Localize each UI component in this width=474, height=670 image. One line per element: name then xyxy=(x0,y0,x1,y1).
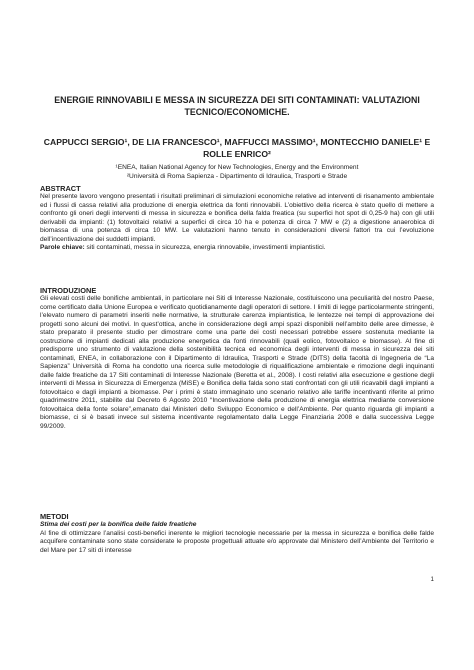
abstract-heading: ABSTRACT xyxy=(40,184,81,193)
introduction-heading: INTRODUZIONE xyxy=(40,286,97,295)
author-list: CAPPUCCI SERGIO¹, DE LIA FRANCESCO¹, MAFFUCCI MASSIMO¹, MONTECCHIO DANIELE¹ E ROLLE ENRICO² xyxy=(43,137,431,159)
keywords xyxy=(40,244,434,253)
introduction-section xyxy=(40,286,434,431)
methods-text: Al fine di ottimizzare l’analisi costi-benefici inerente le migliori tecnologie necessarie per la messa in sicurezza e bonifica delle falde acquifere contaminate sono state considerate le proposte progettuali attuate e/o approvate dal Ministero dell’Ambiente del Territorio e del Mare per 17 siti di interesse xyxy=(40,529,434,554)
abstract-section xyxy=(40,184,434,253)
methods-heading: METODI xyxy=(40,512,69,521)
affiliation-1: ¹ENEA, Italian National Agency for New Technologies, Energy and the Environment xyxy=(115,164,359,171)
methods-subheading: Stima dei costi per la bonifica delle falde freatiche xyxy=(40,521,197,528)
abstract-text: Nel presente lavoro vengono presentati i risultati preliminari di simulazioni economiche relative ad interventi di risanamento ambientale ed i flussi di cassa relativi alla produzione di energia elettrica da fonti rinnovabili. L’obiettivo della ricerca è stato quello di mettere a confronto gli oneri degli interventi di messa in sicurezza e bonifica della falda freatica (su superfici hot spot di 0,25-9 ha) con gli utili derivabili da impianti: (1) fotovoltaici relativi a superfici di circa 10 ha e potenza di circa 7 MW e (2) a digestione anaerobica di biomassa di una potenza di circa 10 MW. Le valutazioni hanno tenuto in considerazioni diversi fattori tra cui l’evoluzione dell’incentivazione dei suddetti impianti. xyxy=(40,193,434,243)
affiliations xyxy=(40,164,434,181)
page-number: 1 xyxy=(430,576,434,583)
methods-section xyxy=(40,512,434,555)
paper-title: ENERGIE RINNOVABILI E MESSA IN SICUREZZA DEI SITI CONTAMINATI: VALUTAZIONI TECNICO/ECONOMICHE. xyxy=(54,95,420,117)
keywords-label: Parole chiave: xyxy=(40,244,85,251)
keywords-text: siti contaminati, messa in sicurezza, energia rinnovabile, investimenti impiantistici. xyxy=(84,244,326,251)
affiliation-2: ²Università di Roma Sapienza - Dipartimento di Idraulica, Trasporti e Strade xyxy=(126,172,348,180)
introduction-text: Gli elevati costi delle bonifiche ambientali, in particolare nei Siti di Interesse Nazionale, costituiscono una peculiarità del nostro Paese, come certificato dalla Unione Europea e verificato quotidianamente dagli operatori di settore. I limiti di legge particolarmente stringenti, l’elevato numero di parametri inseriti nelle normative, la strutturale carenza impiantistica, le lentezze nei tempi di approvazione dei progetti sono alcuni dei motivi. In quest’ottica, anche in considerazione degli ampi spazi disponibili nell’ambito delle aree dimesse, è stato preparato il presente studio per dimostrare come una parte dei costi necessari potrebbe essere sostenuta mediante la costruzione di impianti dedicati alla produzione energetica da fonti rinnovabili (quali eolico, fotovoltaico e biomasse). Al fine di predisporre uno strumento di valutazione della sostenibilità tecnica ed economica degli interventi di messa in sicurezza dei siti contaminati, ENEA, in collaborazione con il Dipartimento di Idraulica, Trasporti e Strade (DITS) della facoltà di Ingegneria de “La Sapienza” Università di Roma ha condotto una ricerca sulle metodologie di riqualificazione ambientale e rimozione degli inquinanti dalle falde freatiche da 17 Siti contaminati di Interesse Nazionale (Beretta et al., 2008). I costi relativi alla esecuzione e gestione degli interventi di Messa in Sicurezza di Emergenza (MiSE) e Bonifica della falda sono stati confrontati con gli utili ricavabili dagli impianti a fotovoltaico e dagli impianti a biomasse. Per i primi è stato immaginato uno scenario relativo alle tariffe incentivanti riferite al primo quadrimestre 2011, stabilite dal Decreto 6 Agosto 2010 “Incentivazione della produzione di energia elettrica mediante conversione fotovoltaica della fonte solare”,emanato dai Ministeri dello Sviluppo Economico e dell’Ambiente. Per quanto riguarda gli impianti a biomasse, ci si è basati invece sul sistema incentivante regolamentato dalla Legge Finanziaria 2008 e dalla successiva Legge 99/2009. xyxy=(40,295,434,430)
